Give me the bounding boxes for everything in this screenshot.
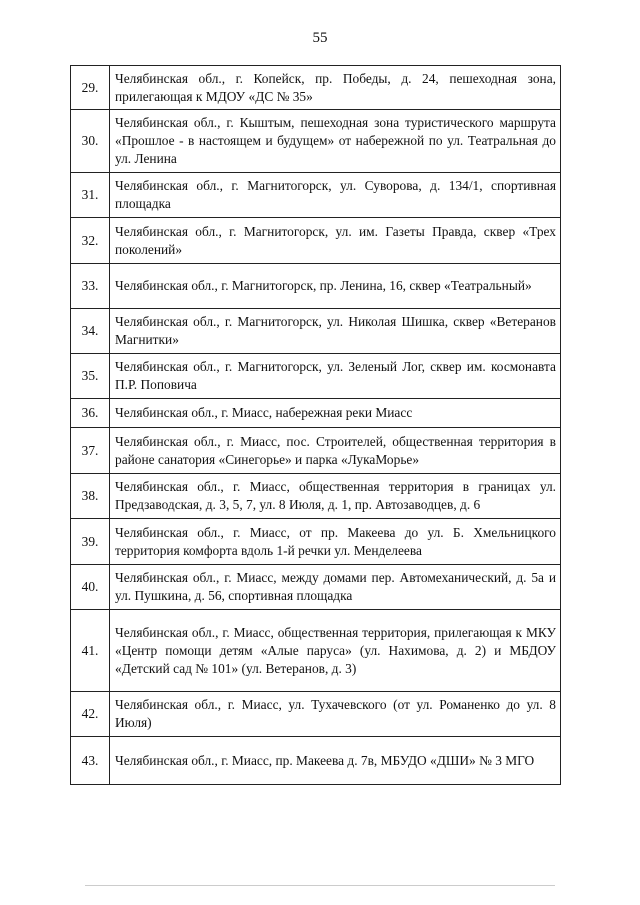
row-address: Челябинская обл., г. Миасс, общественная территория, прилегающая к МКУ «Центр помощи детям «Алые паруса» (ул. Нахимова, д. 2) и МБДОУ «Детский сад № 101» (ул. Ветеранов, д. 3) — [110, 610, 561, 692]
row-address: Челябинская обл., г. Магнитогорск, ул. Николая Шишка, сквер «Ветеранов Магнитки» — [110, 309, 561, 354]
row-number: 32. — [71, 218, 110, 264]
row-number: 31. — [71, 173, 110, 218]
row-number: 38. — [71, 474, 110, 519]
row-number: 40. — [71, 565, 110, 610]
table-row — [71, 354, 561, 399]
table-row — [71, 110, 561, 173]
table-row — [71, 173, 561, 218]
row-number: 36. — [71, 399, 110, 428]
row-number: 30. — [71, 110, 110, 173]
territory-table — [70, 65, 561, 785]
page-number: 55 — [312, 30, 328, 46]
row-address: Челябинская обл., г. Миасс, пос. Строителей, общественная территория в районе санатория «Синегорье» и парка «ЛукаМорье» — [110, 428, 561, 474]
table-row — [71, 737, 561, 785]
table-row — [71, 428, 561, 474]
table-row — [71, 309, 561, 354]
row-number: 37. — [71, 428, 110, 474]
table-row — [71, 264, 561, 309]
table-row — [71, 519, 561, 565]
table-row — [71, 565, 561, 610]
row-address: Челябинская обл., г. Магнитогорск, ул. Суворова, д. 134/1, спортивная площадка — [110, 173, 561, 218]
row-number: 33. — [71, 264, 110, 309]
row-number: 43. — [71, 737, 110, 785]
row-number: 35. — [71, 354, 110, 399]
row-number: 42. — [71, 692, 110, 737]
row-address: Челябинская обл., г. Кыштым, пешеходная зона туристического маршрута «Прошлое - в настоящем и будущем» от набережной по ул. Театральная до ул. Ленина — [110, 110, 561, 173]
row-address: Челябинская обл., г. Копейск, пр. Победы, д. 24, пешеходная зона, прилегающая к МДОУ «ДС № 35» — [110, 66, 561, 110]
row-address: Челябинская обл., г. Миасс, набережная реки Миасс — [110, 399, 561, 428]
row-address: Челябинская обл., г. Магнитогорск, пр. Ленина, 16, сквер «Театральный» — [110, 264, 561, 309]
row-number: 34. — [71, 309, 110, 354]
row-address: Челябинская обл., г. Магнитогорск, ул. им. Газеты Правда, сквер «Трех поколений» — [110, 218, 561, 264]
row-address: Челябинская обл., г. Миасс, между домами пер. Автомеханический, д. 5а и ул. Пушкина, д. 56, спортивная площадка — [110, 565, 561, 610]
row-address: Челябинская обл., г. Миасс, пр. Макеева д. 7в, МБУДО «ДШИ» № 3 МГО — [110, 737, 561, 785]
table-row — [71, 610, 561, 692]
table-row — [71, 218, 561, 264]
table-row — [71, 692, 561, 737]
row-number: 41. — [71, 610, 110, 692]
row-address: Челябинская обл., г. Магнитогорск, ул. Зеленый Лог, сквер им. космонавта П.Р. Поповича — [110, 354, 561, 399]
row-address: Челябинская обл., г. Миасс, ул. Тухачевского (от ул. Романенко до ул. 8 Июля) — [110, 692, 561, 737]
row-address: Челябинская обл., г. Миасс, общественная территория в границах ул. Предзаводская, д. 3, 5, 7, ул. 8 Июля, д. 1, пр. Автозаводцев, д. 6 — [110, 474, 561, 519]
table-row — [71, 66, 561, 110]
row-number: 39. — [71, 519, 110, 565]
scan-edge-divider — [85, 885, 555, 886]
row-address: Челябинская обл., г. Миасс, от пр. Макеева до ул. Б. Хмельницкого территория комфорта вдоль 1-й речки ул. Менделеева — [110, 519, 561, 565]
table-row — [71, 474, 561, 519]
row-number: 29. — [71, 66, 110, 110]
table-row — [71, 399, 561, 428]
